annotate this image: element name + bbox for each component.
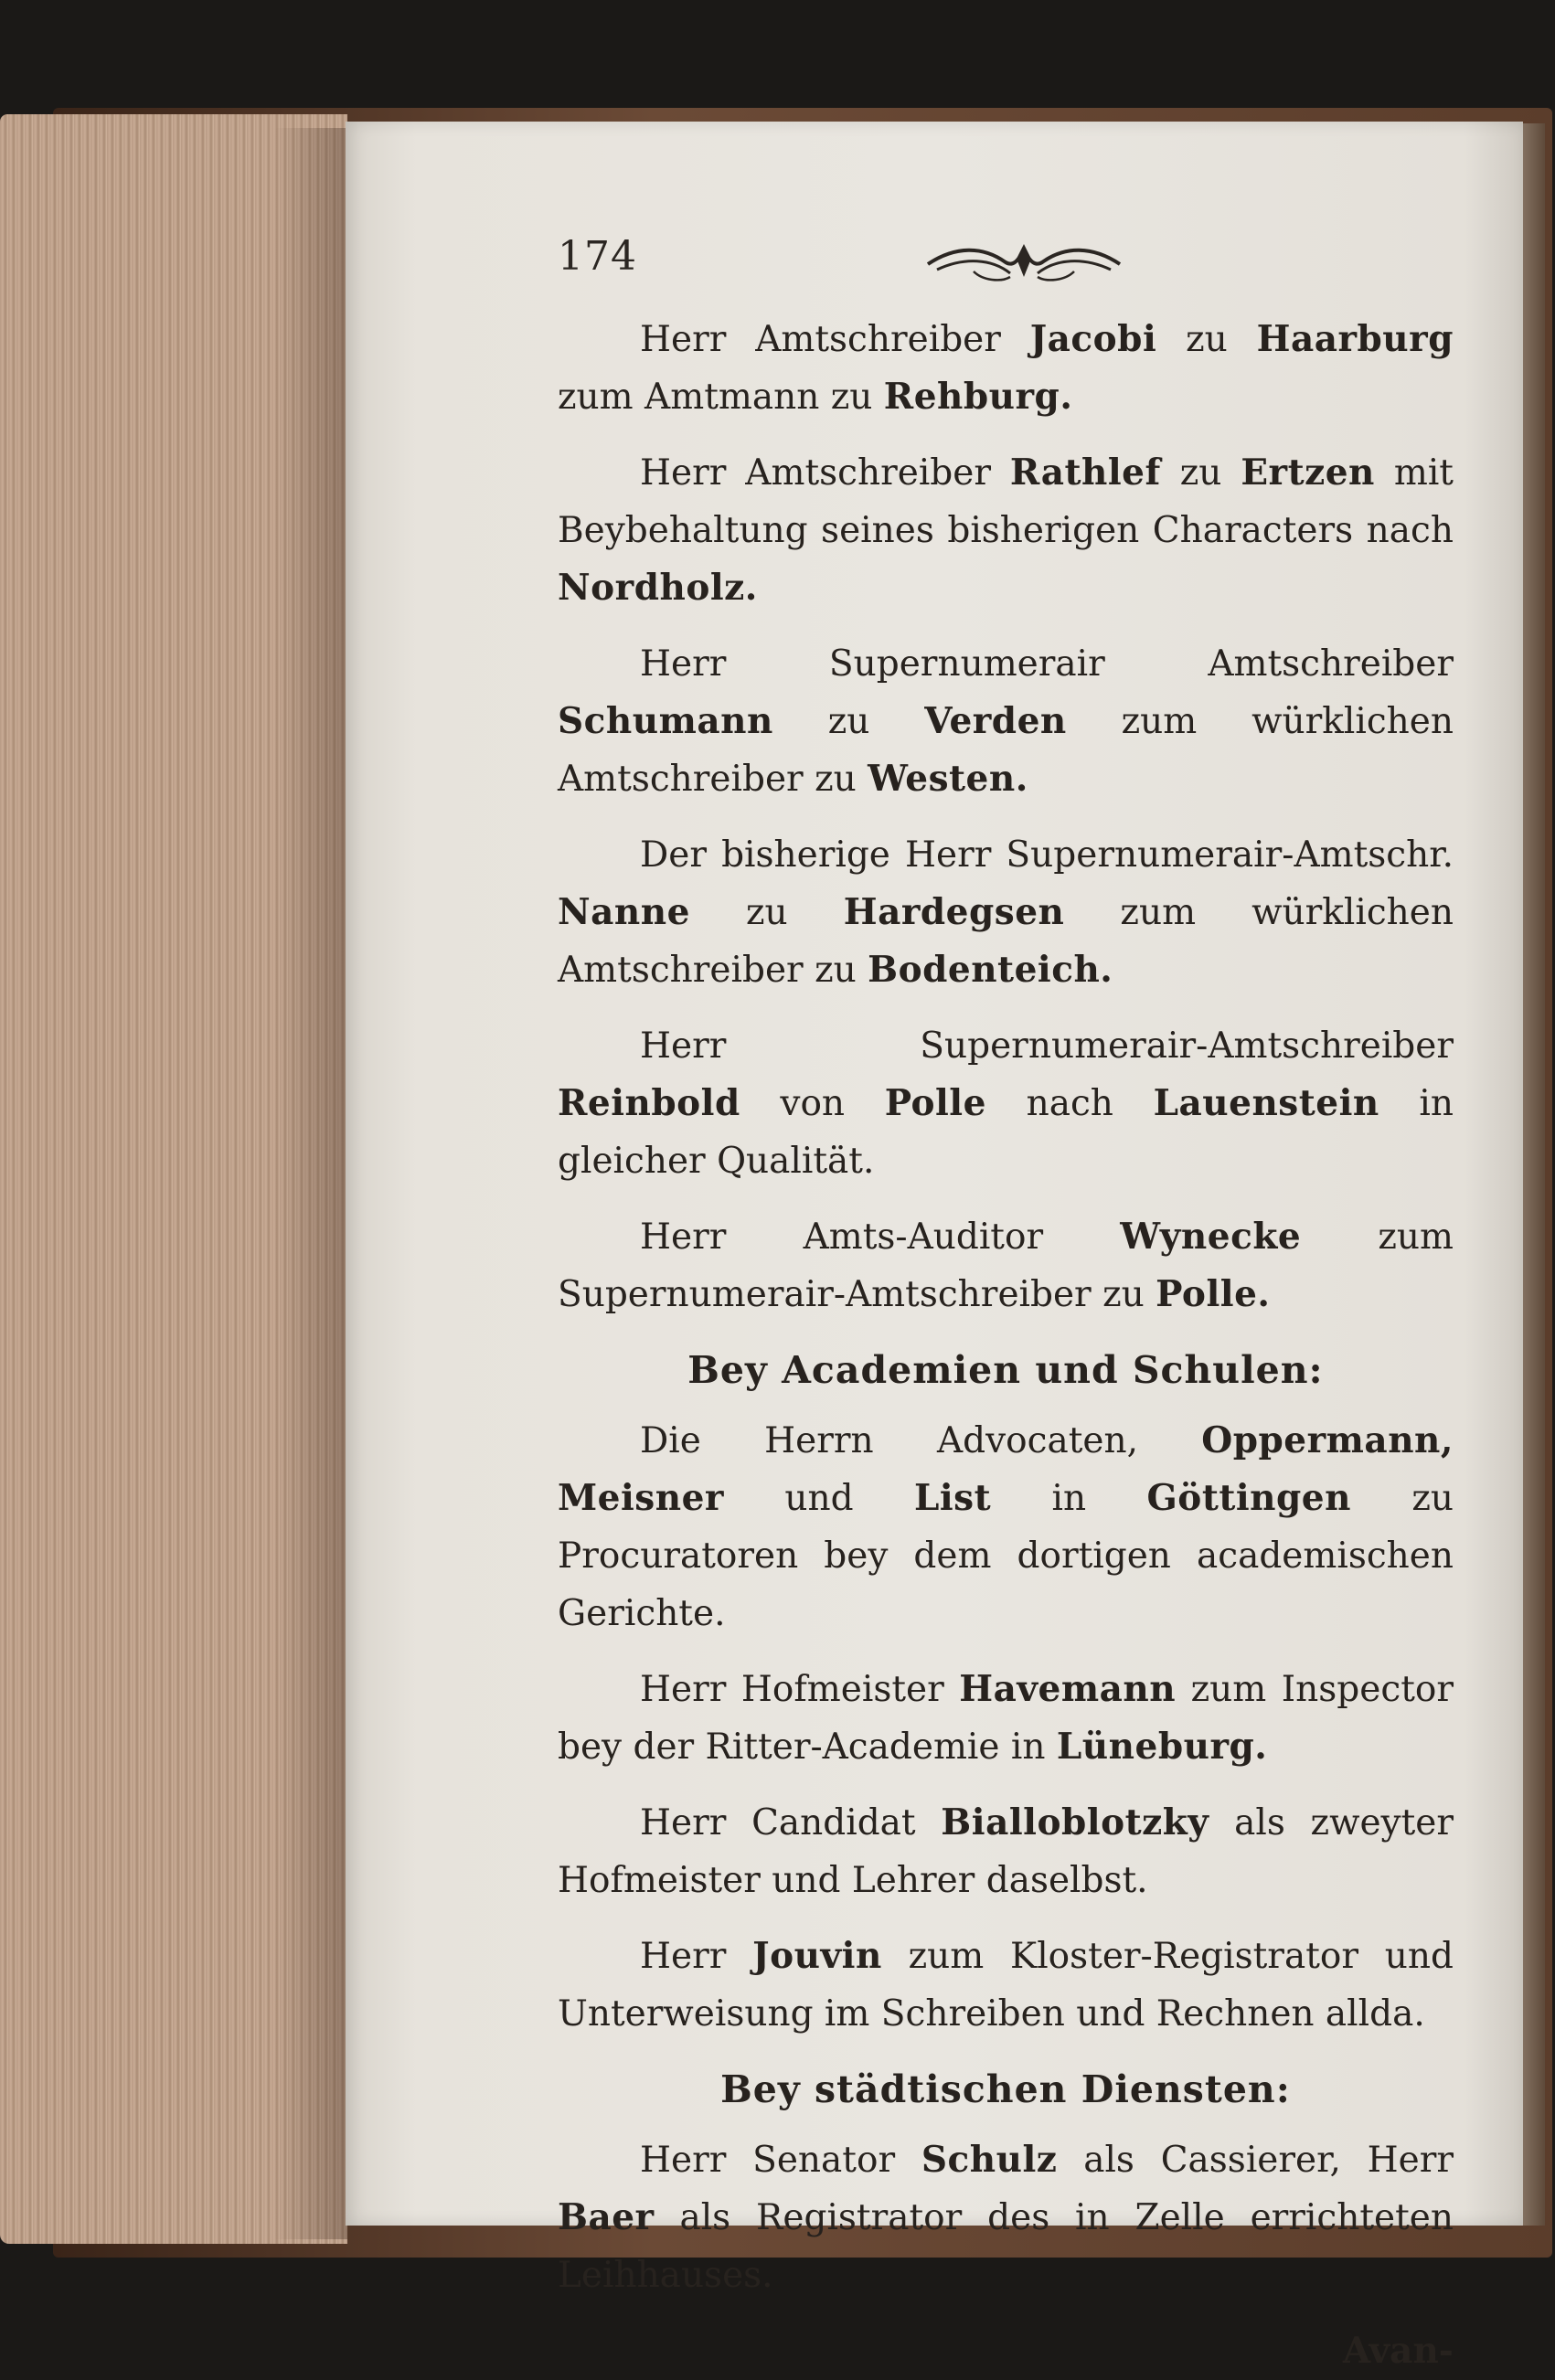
text-run: Herr Amts-Auditor [640,1217,1121,1258]
name-emphasis: Verden [924,700,1067,742]
text-run: zum Supernumerair-Amtschreiber zu [558,1217,1454,1315]
paragraph [558,1208,1454,1323]
name-emphasis: Havemann [959,1668,1177,1710]
text-run: zu Procuratoren bey dem dortigen academischen Gerichte. [558,1478,1454,1634]
name-emphasis: Schumann [558,700,773,742]
text-run: Herr Amtschreiber [640,452,1010,494]
paragraph [558,311,1454,426]
text-run: nach [985,1083,1154,1124]
name-emphasis: List [913,1477,992,1519]
text-run: Die Herrn Advocaten, [640,1420,1202,1461]
text-run: Herr Hofmeister [640,1669,960,1710]
page-body-text [558,311,1454,2380]
paragraph [558,1661,1454,1776]
name-emphasis: Ertzen [1241,452,1375,494]
text-run: Der bisherige Herr Supernumerair-Amtschr. [640,834,1454,876]
name-emphasis: Göttingen [1146,1477,1351,1519]
name-emphasis: Reinbold [558,1082,740,1124]
paragraph [558,444,1454,617]
text-run: zum Inspector bey der Ritter-Academie in [558,1669,1454,1768]
text-run: zum würklichen Amtschreiber zu [558,892,1454,991]
text-run: als zweyter Hofmeister und Lehrer daselbst. [558,1802,1454,1901]
text-run: zum Kloster-Registrator und Unterweisung im Schreiben und Rechnen allda. [558,1936,1454,2035]
text-run: Herr Supernumerair-Amtschreiber [640,1025,1454,1067]
fleuron-ornament-icon [919,237,1129,288]
name-emphasis: Oppermann, Meisner [558,1419,1454,1519]
text-run: zu [689,892,844,933]
paragraph [558,1017,1454,1190]
paragraph [558,635,1454,808]
name-emphasis: Jouvin [752,1935,882,1977]
text-run: zum Amtmann zu [558,377,884,418]
paragraph [558,2131,1454,2304]
name-emphasis: Nordholz. [558,567,758,609]
text-run: von [740,1083,885,1124]
name-emphasis: Schulz [921,2139,1058,2181]
name-emphasis: Haarburg [1256,318,1454,360]
text-run: als Registrator des in Zelle errichteten Leihhauses. [558,2197,1454,2296]
name-emphasis: Bodenteich. [868,949,1113,991]
name-emphasis: Bialloblotzky [941,1801,1209,1843]
text-run: zu [1160,452,1241,494]
text-run: Herr Candidat [640,1802,942,1843]
text-run: Herr [640,1936,753,1977]
text-run: als Cassierer, Herr [1057,2140,1454,2181]
text-run: in gleicher Qualität. [558,1083,1454,1182]
name-emphasis: Baer [558,2196,655,2238]
paragraph [558,1794,1454,1909]
paragraph [558,826,1454,999]
name-emphasis: Nanne [558,891,690,933]
section-heading: Bey städtischen Diensten: [720,2067,1291,2111]
page-number: 174 [558,233,637,280]
text-run: Herr Senator [640,2140,921,2181]
page-header [558,233,1472,297]
name-emphasis: Westen. [868,758,1028,800]
name-emphasis: Polle. [1156,1273,1271,1315]
text-run: Herr Supernumerair Amtschreiber [640,643,1454,685]
text-run: zu [1156,319,1257,360]
name-emphasis: Hardegsen [843,891,1065,933]
name-emphasis: Jacobi [1029,318,1157,360]
name-emphasis: Rathlef [1009,452,1161,494]
name-emphasis: Wynecke [1120,1216,1302,1258]
name-emphasis: Lüneburg. [1056,1726,1268,1768]
text-run: und [723,1478,914,1519]
text-run: zum würklichen Amtschreiber zu [558,701,1454,800]
text-run: Herr Amtschreiber [640,319,1030,360]
name-emphasis: Lauenstein [1153,1082,1379,1124]
name-emphasis: Polle [884,1082,986,1124]
page-gutter-shadow [274,128,347,2239]
name-emphasis: Rehburg. [883,376,1073,418]
catchword: Avan- [1342,2330,1454,2372]
paragraph [558,1928,1454,2043]
text-run: mit Beybehaltung seines bisherigen Characters nach [558,452,1454,551]
text-run: zu [772,701,925,742]
text-run: in [991,1478,1147,1519]
paragraph [558,1412,1454,1642]
section-heading: Bey Academien und Schulen: [687,1348,1324,1392]
